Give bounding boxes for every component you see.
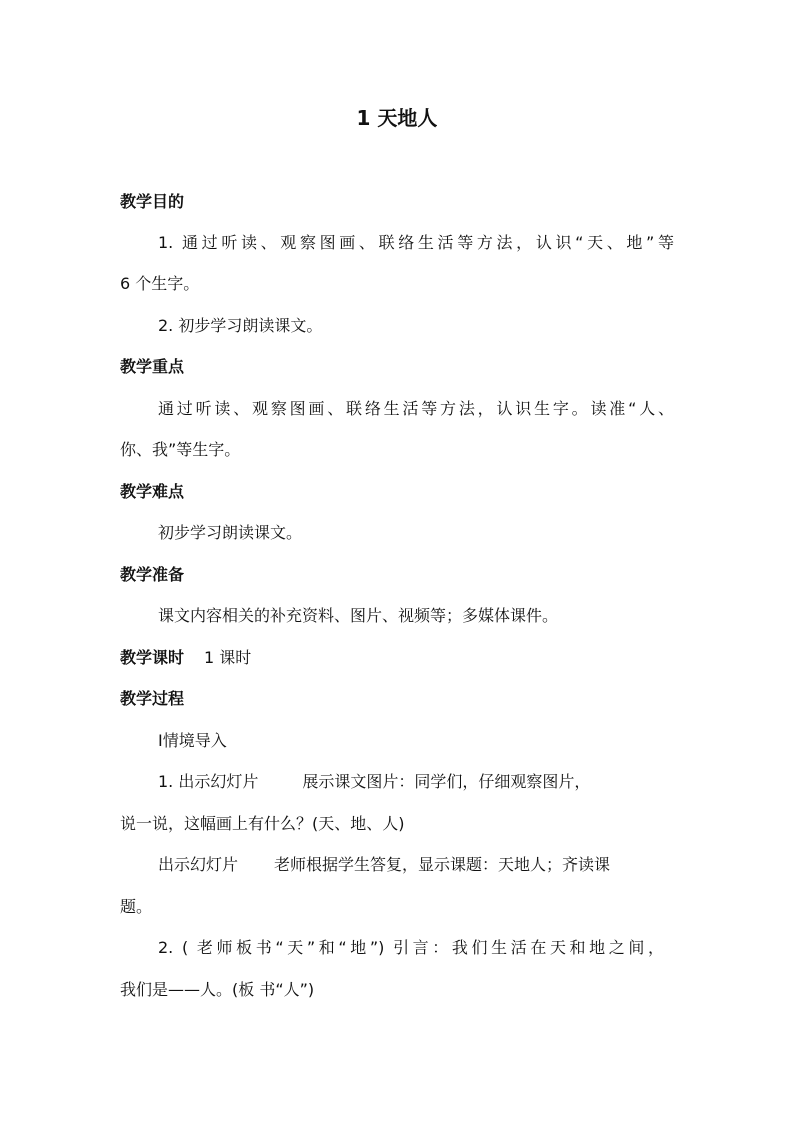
document-title: 1 天地人 <box>356 106 438 130</box>
lesson-time-value: 1 课时 <box>204 648 252 667</box>
process-slide-2-slide: 出示幻灯片 <box>158 855 239 874</box>
key-points-line-2: 你、我”等生字。 <box>120 440 241 459</box>
objective-item-1-line-2: 6 个生字。 <box>120 274 200 293</box>
key-points-line-1: 通过听读、观察图画、联络生活等方法，认识生字。读准“人、 <box>158 399 674 418</box>
lesson-time-row <box>120 646 680 670</box>
preparation-line-1: 课文内容相关的补充资料、图片、视频等；多媒体课件。 <box>158 606 559 625</box>
process-section-1-title: Ⅰ情境导入 <box>158 731 227 750</box>
heading-difficulties: 教学难点 <box>120 482 185 501</box>
process-slide-2-text: 老师根据学生答复，显示课题：天地人；齐读课 <box>274 855 611 874</box>
objective-item-2: 2. 初步学习朗读课文。 <box>158 316 323 335</box>
difficulties-line-1: 初步学习朗读课文。 <box>158 523 303 542</box>
heading-preparation: 教学准备 <box>120 565 185 584</box>
heading-objectives: 教学目的 <box>120 192 185 211</box>
process-step-1-slide: 1. 出示幻灯片 <box>158 772 259 791</box>
process-step-1-text: 展示课文图片：同学们，仔细观察图片， <box>302 772 591 791</box>
process-step-1-line-2: 说一说，这幅画上有什么？(天、地、人) <box>120 814 405 833</box>
process-slide-2-line-1 <box>158 853 718 877</box>
process-step-1-line-1 <box>158 770 718 794</box>
heading-process: 教学过程 <box>120 689 185 708</box>
process-slide-2-line-2: 题。 <box>120 897 153 916</box>
objective-item-1-line-1: 1. 通过听读、观察图画、联络生活等方法，认识“天、地”等 <box>158 233 674 252</box>
process-step-2-line-1: 2. ( 老师板书“天”和“地”) 引言：我们生活在天和地之间， <box>158 938 664 957</box>
heading-key-points: 教学重点 <box>120 357 185 376</box>
heading-lesson-time: 教学课时 <box>120 648 185 667</box>
process-step-2-line-2: 我们是——人。(板 书“人”) <box>120 980 315 999</box>
